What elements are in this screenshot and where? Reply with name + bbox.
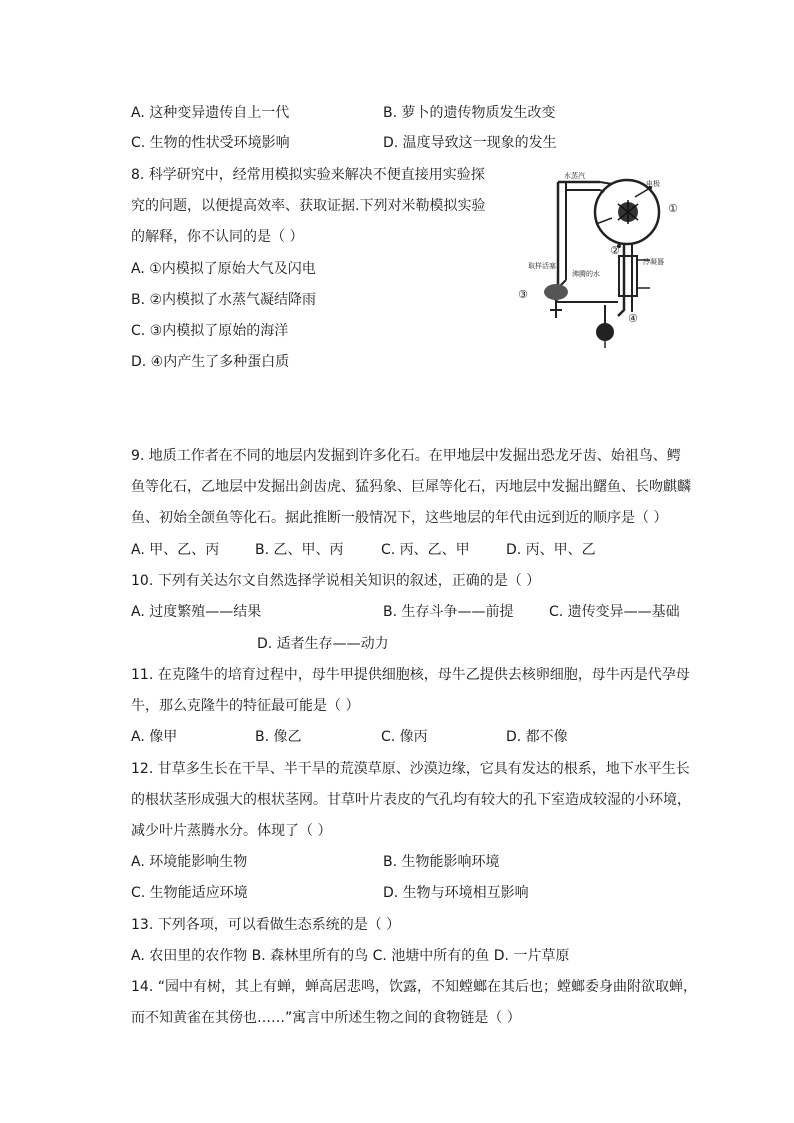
q12-option-a: A. 环境能影响生物: [131, 854, 248, 870]
q9-stem-line3: 鱼、初始全颌鱼等化石。据此推断一般情况下，这些地层的年代由远到近的顺序是（ ）: [131, 510, 668, 526]
condenser-label: 冷凝器: [643, 258, 664, 266]
label-3: ③: [518, 288, 528, 301]
q14-stem-line1: 14. “园中有树，其上有蝉，蝉高居悲鸣，饮露，不知螳螂在其后也；螳螂委身曲附欲取蝉，: [131, 979, 697, 995]
q14-stem-line2: 而不知黄雀在其傍也……”寓言中所述生物之间的食物链是（ ）: [131, 1010, 521, 1026]
left-bulb: [544, 284, 568, 300]
q8-option-b: B. ②内模拟了水蒸气凝结降雨: [131, 292, 317, 308]
q7-option-d: D. 温度导致这一现象的发生: [383, 135, 557, 151]
q10-option-c: C. 遗传变异——基础: [549, 604, 680, 620]
q8-stem-line2: 究的问题，以便提高效率、获取证据.下列对米勒模拟实验: [131, 198, 486, 214]
q12-option-c: C. 生物能适应环境: [131, 885, 248, 901]
vapor-label: 水蒸汽: [564, 172, 585, 180]
label-4: ④: [628, 312, 638, 325]
q9-stem-line1: 9. 地质工作者在不同的地层内发掘到许多化石。在甲地层中发掘出恐龙牙齿、始祖鸟、鳄: [131, 448, 681, 464]
q12-option-d: D. 生物与环境相互影响: [383, 885, 529, 901]
q8-option-d: D. ④内产生了多种蛋白质: [131, 354, 290, 370]
q11-option-b: B. 像乙: [255, 729, 302, 745]
q11-option-d: D. 都不像: [506, 729, 568, 745]
q9-option-c: C. 丙、乙、甲: [381, 542, 470, 558]
q7-option-c: C. 生物的性状受环境影响: [131, 135, 290, 151]
q8-stem-line3: 的解释，你不认同的是（ ）: [131, 229, 304, 245]
q9-option-b: B. 乙、甲、丙: [255, 542, 344, 558]
q9-option-d: D. 丙、甲、乙: [506, 542, 596, 558]
q10-stem: 10. 下列有关达尔文自然选择学说相关知识的叙述，正确的是（ ）: [131, 573, 541, 589]
miller-apparatus-diagram: [500, 160, 680, 350]
q9-option-a: A. 甲、乙、丙: [131, 542, 220, 558]
q12-stem-line1: 12. 甘草多生长在干旱、半干旱的荒漠草原、沙漠边缘，它具有发达的根系，地下水平生长: [131, 761, 690, 777]
q12-stem-line3: 减少叶片蒸腾水分。体现了（ ）: [131, 823, 332, 839]
q8-option-c: C. ③内模拟了原始的海洋: [131, 323, 289, 339]
condenser-jacket: [619, 256, 637, 296]
q12-option-b: B. 生物能影响环境: [383, 854, 500, 870]
miller-apparatus-figure: [500, 160, 680, 350]
q7-option-a: A. 这种变异遗传自上一代: [131, 105, 290, 121]
q11-stem-line1: 11. 在克隆牛的培育过程中，母牛甲提供细胞核，母牛乙提供去核卵细胞，母牛丙是代孕母: [131, 667, 690, 683]
label-1: ①: [668, 202, 678, 215]
electrode-label: 电极: [646, 180, 660, 188]
boiling-water-label: 沸腾的水: [572, 270, 600, 278]
q10-option-d: D. 适者生存——动力: [257, 636, 389, 652]
boiling-flask: [596, 323, 614, 341]
label-2: ②: [610, 244, 620, 257]
q12-stem-line2: 的根状茎形成强大的根状茎网。甘草叶片表皮的气孔均有较大的孔下室造成较湿的小环境，: [131, 792, 691, 808]
q8-option-a: A. ①内模拟了原始大气及闪电: [131, 261, 316, 277]
q11-option-a: A. 像甲: [131, 729, 178, 745]
valve-label: 取样活塞: [528, 262, 556, 270]
q9-stem-line2: 鱼等化石，乙地层中发掘出剑齿虎、猛犸象、巨犀等化石，丙地层中发掘出鱰鱼、长吻麒麟: [131, 479, 691, 495]
q11-option-c: C. 像丙: [381, 729, 428, 745]
q13-stem: 13. 下列各项，可以看做生态系统的是（ ）: [131, 917, 401, 933]
q10-option-b: B. 生存斗争——前提: [383, 604, 514, 620]
q11-stem-line2: 牛，那么克隆牛的特征最可能是（ ）: [131, 698, 360, 714]
q10-option-a: A. 过度繁殖——结果: [131, 604, 262, 620]
q13-options: A. 农田里的农作物 B. 森林里所有的鸟 C. 池塘中所有的鱼 D. 一片草原: [131, 948, 570, 964]
q7-option-b: B. 萝卜的遗传物质发生改变: [383, 105, 556, 121]
q8-stem-line1: 8. 科学研究中，经常用模拟实验来解决不便直接用实验探: [131, 167, 485, 183]
